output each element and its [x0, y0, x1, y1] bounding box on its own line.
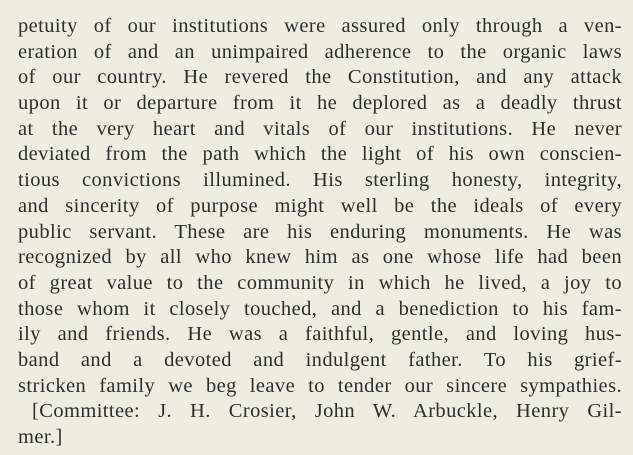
text-line: of great value to the community in which he lived, a joy to — [18, 271, 622, 294]
text-line: deviated from the path which the light of his own conscien- — [18, 143, 622, 166]
text-line: of our country. He revered the Constitution, and any attack — [18, 66, 622, 89]
text-line: and sincerity of purpose might well be the ideals of every — [18, 194, 622, 217]
text-line: ily and friends. He was a faithful, gentle, and loving hus- — [18, 323, 622, 346]
memorial-paragraph — [18, 14, 622, 451]
committee-line: [Committee: J. H. Crosier, John W. Arbuckle, Henry Gil- — [32, 400, 622, 423]
text-line: recognized by all who knew him as one whose life had been — [18, 246, 622, 269]
text-line: upon it or departure from it he deplored as a deadly thrust — [18, 92, 622, 115]
text-line: band and a devoted and indulgent father. To his grief- — [18, 348, 622, 371]
text-line: public servant. These are his enduring monuments. He was — [18, 220, 622, 243]
text-line: tious convictions illumined. His sterling honesty, integrity, — [18, 169, 622, 192]
committee-line-end: mer.] — [18, 426, 63, 448]
text-line: petuity of our institutions were assured only through a ven- — [18, 15, 622, 37]
text-line: at the very heart and vitals of our institutions. He never — [18, 117, 622, 140]
text-line: those whom it closely touched, and a benediction to his fam- — [18, 297, 622, 320]
text-line: stricken family we beg leave to tender our sincere sympathies. — [18, 374, 622, 397]
text-line: eration of and an unimpaired adherence to the organic laws — [18, 40, 622, 63]
